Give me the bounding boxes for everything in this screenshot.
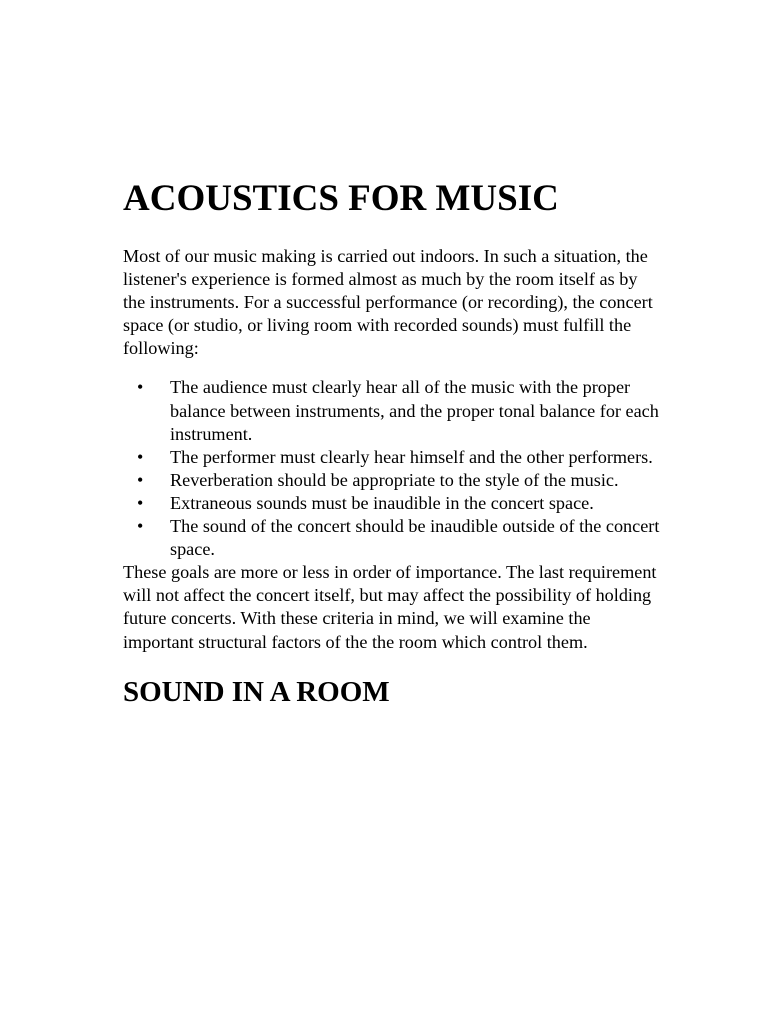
- bullet-icon: •: [137, 446, 144, 467]
- list-item-text: The sound of the concert should be inaudible outside of the concert space.: [170, 516, 660, 560]
- list-item: [123, 469, 663, 492]
- conclusion-paragraph: These goals are more or less in order of importance. The last requirement will not affect the concert itself, but may affect the possibility of holding future concerts. With these criteria in mind, we will examine the important structural factors of the the room which control them.: [123, 562, 657, 652]
- document-page: [123, 176, 663, 710]
- list-item-text: Extraneous sounds must be inaudible in the concert space.: [170, 492, 594, 513]
- list-item-text: The audience must clearly hear all of the music with the proper balance between instruments, and the proper tonal balance for each instrument.: [170, 377, 659, 444]
- list-item-text: The performer must clearly hear himself and the other performers.: [170, 446, 653, 467]
- list-item: [123, 376, 663, 445]
- bullet-icon: •: [137, 377, 144, 398]
- section-heading: SOUND IN A ROOM: [123, 675, 390, 708]
- bullet-icon: •: [137, 516, 144, 537]
- requirements-list: [123, 376, 663, 561]
- list-item-text: Reverberation should be appropriate to the style of the music.: [170, 469, 619, 490]
- intro-paragraph: Most of our music making is carried out indoors. In such a situation, the listener's experience is formed almost as much by the room itself as by the instruments. For a successful performance (or recording), the concert space (or studio, or living room with recorded sounds) must fulfill the following:: [123, 246, 653, 359]
- list-item: [123, 515, 663, 561]
- bullet-icon: •: [137, 492, 144, 513]
- list-item: [123, 492, 663, 515]
- document-title: ACOUSTICS FOR MUSIC: [123, 178, 559, 219]
- list-item: [123, 446, 663, 469]
- bullet-icon: •: [137, 469, 144, 490]
